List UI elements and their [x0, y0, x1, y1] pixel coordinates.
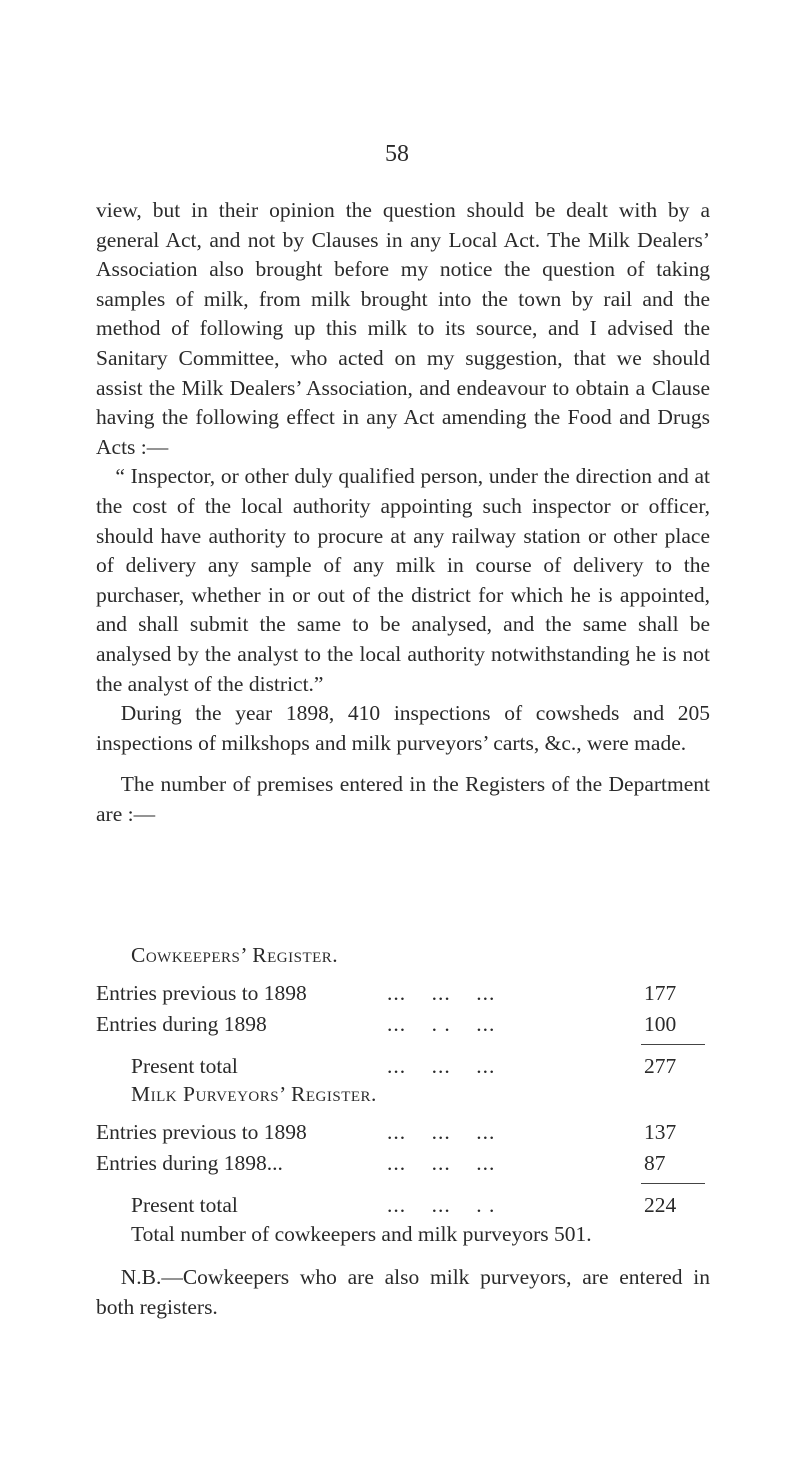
row-value: 100	[644, 1012, 677, 1036]
cowkeepers-register-heading: Cowkeepers’ Register.	[131, 943, 339, 967]
grand-total-line: Total number of cowkeepers and milk purveyors 501.	[131, 1222, 592, 1246]
paragraph-inspections: During the year 1898, 410 inspections of cowsheds and 205 inspections of milkshops and milk purveyors’ carts, &c., were made.	[96, 701, 710, 755]
register-total-row	[96, 1051, 706, 1081]
sum-rule	[641, 1044, 705, 1045]
milk-purveyors-register-heading: Milk Purveyors’ Register.	[131, 1082, 377, 1106]
nota-bene-text: N.B.—Cowkeepers who are also milk purveyors, are entered in both registers.	[96, 1265, 710, 1319]
paragraph-continuation: view, but in their opinion the question should be dealt with by a general Act, and not by Clauses in any Local Act. The Milk Dealers’ Association also brought before my notice the question of taking samples of milk, from milk brought into the town by rail and the method of following up this milk to its source, and I advised the Sanitary Committee, who acted on my suggestion, that we should assist the Milk Dealers’ Association, and endeavour to obtain a Clause having the following effect in any Act amending the Food and Drugs Acts :—	[96, 198, 710, 459]
row-value: 177	[644, 981, 677, 1005]
leader-dots: ... ... ...	[387, 981, 496, 1005]
row-label: Entries during 1898...	[96, 1151, 283, 1175]
total-label: Present total	[131, 1193, 238, 1217]
sum-rule	[641, 1183, 705, 1184]
leader-dots: ... ... ...	[387, 1120, 496, 1144]
leader-dots: ... ... . .	[387, 1193, 496, 1217]
paragraph-registers-intro: The number of premises entered in the Registers of the Department are :—	[96, 772, 710, 826]
register-total-row	[96, 1190, 706, 1220]
total-label: Present total	[131, 1054, 238, 1078]
row-label: Entries during 1898	[96, 1012, 267, 1036]
register-row	[96, 1117, 706, 1147]
paragraph-quotation: “ Inspector, or other duly qualified person, under the direction and at the cost of the local authority appointing such inspector or officer, should have authority to procure at any railway station or other place of delivery any sample of any milk in course of delivery to the purchaser, whether in or out of the district for which he is appointed, and shall submit the same to be analysed, and the same shall be analysed by the analyst to the local authority notwithstanding he is not the analyst of the district.”	[96, 464, 710, 696]
total-value: 277	[644, 1054, 677, 1078]
row-label: Entries previous to 1898	[96, 1120, 307, 1144]
body-text	[96, 196, 710, 829]
row-value: 137	[644, 1120, 677, 1144]
leader-dots: ... ... ...	[387, 1151, 496, 1175]
nota-bene	[96, 1262, 710, 1322]
leader-dots: ... ... ...	[387, 1054, 496, 1078]
row-label: Entries previous to 1898	[96, 981, 307, 1005]
register-row	[96, 1148, 706, 1178]
leader-dots: ... . . ...	[387, 1012, 496, 1036]
page-number: 58	[385, 141, 409, 167]
total-value: 224	[644, 1193, 677, 1217]
register-row	[96, 978, 706, 1008]
register-row	[96, 1009, 706, 1039]
row-value: 87	[644, 1151, 666, 1175]
